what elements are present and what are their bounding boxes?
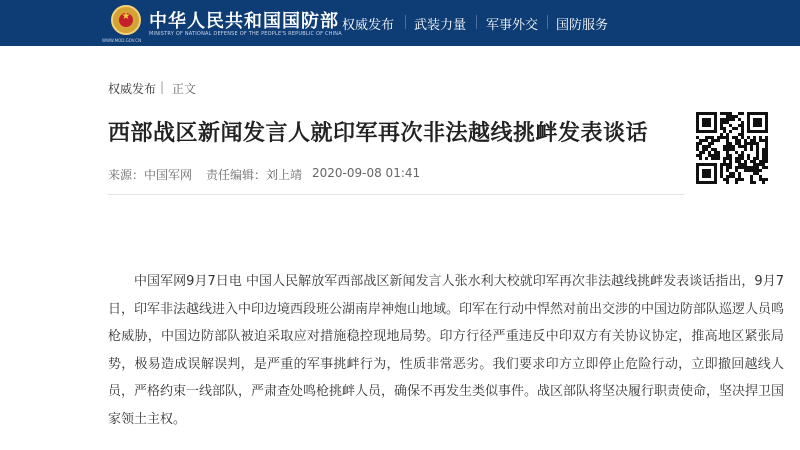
article-datetime: 2020-09-08 01:41 <box>312 166 421 180</box>
emblem-star-icon: ★ <box>121 11 131 22</box>
nav-divider <box>476 15 477 29</box>
nav-item-armed-forces[interactable]: 武装力量 <box>414 18 467 33</box>
site-subtitle: MINISTRY OF NATIONAL DEFENSE OF THE PEOPLE'S REPUBLIC OF CHINA <box>149 31 342 37</box>
nav-divider <box>405 15 406 29</box>
article-source: 来源：中国军网 <box>108 168 193 182</box>
nav-item-military-diplomacy[interactable]: 军事外交 <box>486 18 539 33</box>
qr-code-graphic <box>696 112 768 184</box>
breadcrumb-link[interactable]: 权威发布 <box>108 82 157 96</box>
title-divider <box>108 194 684 195</box>
nav-item-defense-services[interactable]: 国防服务 <box>556 18 609 33</box>
nav-item-authoritative-release[interactable]: 权威发布 <box>342 18 395 33</box>
nav-divider <box>547 15 548 29</box>
article-body: 中国军网9月7日电 中国人民解放军西部战区新闻发言人张水利大校就印军再次非法越线挑衅发表谈话指出，9月7日，印军非法越线进入中印边境西段班公湖南岸神炮山地域。印军在行动中悍然对前出交涉的中国边防部队巡逻人员鸣枪威胁，中国边防部队被迫采取应对措施稳控现地局势。印方行径严重违反中印双方有关协议协定，推高地区紧张局势，极易造成误解误判，是严重的军事挑衅行为，性质非常恶劣。我们要求印方立即停止危险行动，立即撤回越线人员，严格约束一线部队，严肃查处鸣枪挑衅人员，确保不再发生类似事件。战区部队将坚决履行职责使命，坚决捍卫国家领土主权。 <box>108 274 785 427</box>
top-header-bar <box>0 0 800 46</box>
breadcrumb-current: 正文 <box>172 82 197 96</box>
article-editor: 责任编辑：刘上靖 <box>206 168 303 182</box>
site-title[interactable]: 中华人民共和国国防部 <box>149 11 339 32</box>
breadcrumb-separator: | <box>160 80 165 94</box>
qr-code-icon <box>696 112 768 184</box>
article-title: 西部战区新闻发言人就印军再次非法越线挑衅发表谈话 <box>108 121 649 146</box>
site-url: WWW.MOD.GOV.CN <box>102 38 142 43</box>
national-emblem-logo[interactable] <box>111 5 141 35</box>
